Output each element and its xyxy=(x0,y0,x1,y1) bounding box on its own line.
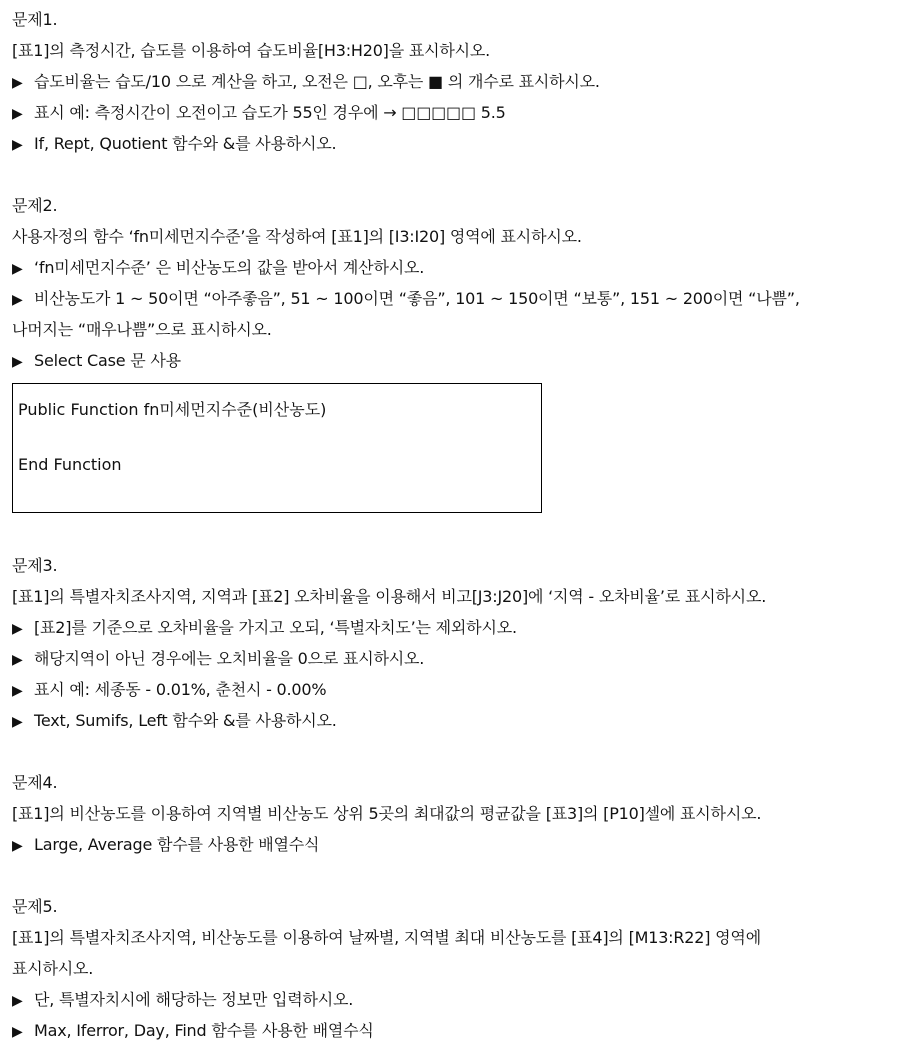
spacer xyxy=(12,860,912,891)
problem-1 xyxy=(12,4,912,159)
code-line-function: Public Function fn미세먼지수준(비산농도) xyxy=(18,400,327,419)
problem-title: 문제3. xyxy=(12,556,58,575)
problem-description: [표1]의 비산농도를 이용하여 지역별 비산농도 상위 5곳의 최대값의 평균값을 [표3]의 [P10]셀에 표시하시오. xyxy=(12,804,762,823)
problem-description: [표1]의 특별자치조사지역, 비산농도를 이용하여 날짜별, 지역별 최대 비산농도를 [표4]의 [M13:R22] 영역에 xyxy=(12,928,761,947)
bullet-text: Large, Average 함수를 사용한 배열수식 xyxy=(34,835,320,854)
bullet-text: Max, Iferror, Day, Find 함수를 사용한 배열수식 xyxy=(34,1021,374,1040)
spacer xyxy=(12,736,912,767)
bullet-text: [표2]를 기준으로 오차비율을 가지고 오되, ‘특별자치도’는 제외하시오. xyxy=(34,618,517,637)
bullet-item xyxy=(12,984,912,1015)
bullet-text: 표시 예: 세종동 - 0.01%, 춘천시 - 0.00% xyxy=(34,680,327,699)
problem-5 xyxy=(12,891,912,1046)
problem-4 xyxy=(12,767,912,860)
problem-description: 사용자정의 함수 ‘fn미세먼지수준’을 작성하여 [표1]의 [I3:I20] 영역에 표시하시오. xyxy=(12,227,582,246)
problem-description: [표1]의 측정시간, 습도를 이용하여 습도비율[H3:H20]을 표시하시오. xyxy=(12,41,491,60)
bullet-item xyxy=(12,128,912,159)
code-box xyxy=(12,383,542,513)
bullet-item xyxy=(12,283,912,314)
bullet-arrow-icon: ▶ xyxy=(12,621,23,637)
bullet-arrow-icon: ▶ xyxy=(12,292,23,308)
bullet-item xyxy=(12,674,912,705)
bullet-arrow-icon: ▶ xyxy=(12,75,23,91)
bullet-arrow-icon: ▶ xyxy=(12,261,23,277)
spacer xyxy=(12,159,912,190)
problem-2 xyxy=(12,190,912,513)
bullet-arrow-icon: ▶ xyxy=(12,683,23,699)
bullet-text: 단, 특별자치시에 해당하는 정보만 입력하시오. xyxy=(34,990,354,1009)
problem-3 xyxy=(12,550,912,736)
bullet-arrow-icon: ▶ xyxy=(12,714,23,730)
problem-description-continuation: 표시하시오. xyxy=(12,959,94,978)
bullet-text: 비산농도가 1 ~ 50이면 “아주좋음”, 51 ~ 100이면 “좋음”, 101 ~ 150이면 “보통”, 151 ~ 200이면 “나쁨”, xyxy=(34,289,800,308)
bullet-text: 해당지역이 아닌 경우에는 오치비율을 0으로 표시하시오. xyxy=(34,649,425,668)
bullet-item xyxy=(12,97,912,128)
bullet-text: If, Rept, Quotient 함수와 &를 사용하시오. xyxy=(34,134,337,153)
bullet-item xyxy=(12,252,912,283)
problem-title: 문제5. xyxy=(12,897,58,916)
bullet-text: 표시 예: 측정시간이 오전이고 습도가 55인 경우에 → □□□□□ 5.5 xyxy=(34,103,506,122)
bullet-text: ‘fn미세먼지수준’ 은 비산농도의 값을 받아서 계산하시오. xyxy=(34,258,425,277)
problem-title: 문제4. xyxy=(12,773,58,792)
document xyxy=(12,4,912,1046)
problem-description: [표1]의 특별자치조사지역, 지역과 [표2] 오차비율을 이용해서 비고[J3:J20]에 ‘지역 - 오차비율’로 표시하시오. xyxy=(12,587,767,606)
bullet-item xyxy=(12,66,912,97)
bullet-arrow-icon: ▶ xyxy=(12,106,23,122)
bullet-arrow-icon: ▶ xyxy=(12,137,23,153)
code-gap xyxy=(18,425,541,449)
bullet-continuation: 나머지는 “매우나쁨”으로 표시하시오. xyxy=(12,320,272,339)
bullet-arrow-icon: ▶ xyxy=(12,993,23,1009)
problem-title: 문제2. xyxy=(12,196,58,215)
bullet-text: Text, Sumifs, Left 함수와 &를 사용하시오. xyxy=(34,711,337,730)
bullet-arrow-icon: ▶ xyxy=(12,652,23,668)
bullet-arrow-icon: ▶ xyxy=(12,838,23,854)
spacer xyxy=(12,519,912,550)
bullet-item xyxy=(12,612,912,643)
bullet-arrow-icon: ▶ xyxy=(12,354,23,370)
bullet-item xyxy=(12,829,912,860)
bullet-text: 습도비율는 습도/10 으로 계산을 하고, 오전은 □, 오후는 ■ 의 개수로 표시하시오. xyxy=(34,72,600,91)
bullet-item xyxy=(12,643,912,674)
bullet-text: Select Case 문 사용 xyxy=(34,351,181,370)
bullet-arrow-icon: ▶ xyxy=(12,1024,23,1040)
code-line-end: End Function xyxy=(18,455,122,474)
bullet-item xyxy=(12,345,912,376)
bullet-item xyxy=(12,705,912,736)
bullet-item xyxy=(12,1015,912,1046)
problem-title: 문제1. xyxy=(12,10,58,29)
